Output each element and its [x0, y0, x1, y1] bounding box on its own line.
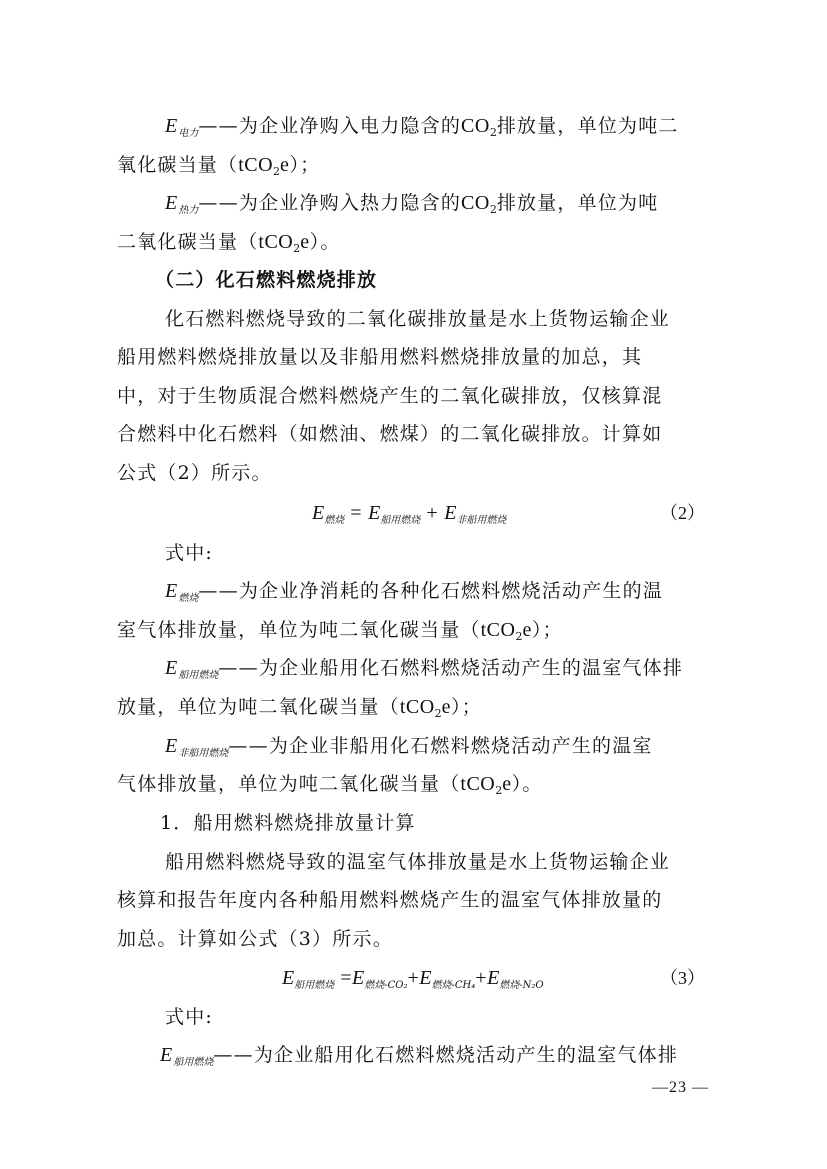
- subscript: 燃烧-N₂O: [499, 980, 544, 991]
- symbol-e: E: [165, 657, 179, 679]
- def-e-power-line2: [117, 151, 320, 186]
- unit-sub: 2: [293, 242, 301, 255]
- subscript: 船用燃烧: [294, 980, 335, 991]
- plus-sign: +: [426, 502, 439, 524]
- def-e-ship-line1: [165, 654, 683, 690]
- unit-sub: 2: [273, 165, 281, 178]
- symbol-e: E: [368, 502, 381, 524]
- em-dash: ——: [213, 1044, 254, 1066]
- def-e-combustion-line2: [117, 616, 563, 651]
- plus-sign: +: [407, 967, 420, 989]
- em-dash: ——: [218, 657, 259, 679]
- unit-e: e: [502, 773, 512, 795]
- unit-sub: 2: [515, 630, 523, 643]
- def-e-power-line1: [165, 112, 679, 148]
- def-text: 为企业船用化石燃料燃烧活动产生的温室气体排: [253, 1044, 679, 1066]
- co2: CO: [461, 115, 490, 137]
- def-text: ）；: [289, 154, 321, 176]
- para-line: 船用燃料燃烧导致的温室气体排放量是水上货物运输企业: [165, 851, 671, 873]
- subscript: 燃烧-CH₄: [431, 980, 476, 991]
- section-heading: （二）化石燃料燃烧排放: [155, 269, 378, 291]
- def-e-nonship-line2: [117, 770, 543, 805]
- em-dash: ——: [198, 580, 239, 602]
- para-line: 加总。计算如公式（3）所示。: [117, 928, 393, 950]
- formula-2: [312, 499, 506, 535]
- subscript: 船用燃烧: [173, 1057, 214, 1068]
- em-dash: ——: [228, 735, 269, 757]
- symbol-e: E: [160, 1044, 174, 1066]
- def-text: ）；: [531, 619, 563, 641]
- subscript: 燃烧: [324, 515, 345, 526]
- unit: tCO: [399, 696, 435, 718]
- symbol-e: E: [165, 192, 179, 214]
- def-text: 排放量，单位为吨: [496, 192, 659, 214]
- where-label: 式中:: [165, 542, 214, 564]
- unit-sub: 2: [495, 784, 503, 797]
- def-text: 为企业船用化石燃料燃烧活动产生的温室气体排: [258, 657, 684, 679]
- unit-e: e: [441, 696, 452, 718]
- equals-sign: =: [350, 502, 363, 524]
- def-text: 为企业净购入热力隐含的: [238, 192, 462, 214]
- symbol-e: E: [352, 967, 365, 989]
- para-line: 合燃料中化石燃料（如燃油、燃煤）的二氧化碳排放。计算如: [117, 423, 663, 445]
- unit-sub: 2: [434, 707, 442, 720]
- unit: tCO: [480, 619, 516, 641]
- subsection-heading: 1．船用燃料燃烧排放量计算: [160, 812, 416, 834]
- symbol-e: E: [165, 115, 179, 137]
- def-text: 为企业非船用化石燃料燃烧活动产生的温室: [268, 735, 653, 757]
- subscript: 电力: [178, 128, 199, 139]
- unit: tCO: [238, 154, 274, 176]
- unit-e: e: [522, 619, 532, 641]
- def-text: ）。: [309, 231, 341, 253]
- subscript: 燃烧: [178, 593, 199, 604]
- subscript: 非船用燃烧: [178, 748, 229, 759]
- def-e-ship-line2: [117, 693, 482, 728]
- unit-e: e: [280, 154, 290, 176]
- unit: tCO: [460, 773, 496, 795]
- symbol-e: E: [165, 735, 179, 757]
- subscript: 热力: [178, 205, 199, 216]
- def-text: 室气体排放量，单位为吨二氧化碳当量（: [117, 619, 481, 641]
- para-line: 公式（2）所示。: [117, 462, 272, 484]
- def-text: ）；: [451, 696, 482, 718]
- def-e-combustion-line1: [165, 577, 663, 613]
- unit: tCO: [258, 231, 294, 253]
- unit-e: e: [300, 231, 310, 253]
- formula-2-number: （2）: [660, 503, 705, 523]
- symbol-e: E: [419, 967, 432, 989]
- symbol-e: E: [487, 967, 500, 989]
- para-line: 化石燃料燃烧导致的二氧化碳排放量是水上货物运输企业: [165, 308, 671, 330]
- em-dash: ——: [198, 115, 239, 137]
- def-text: 为企业净消耗的各种化石燃料燃烧活动产生的温: [238, 580, 664, 602]
- equals-sign: =: [340, 967, 353, 989]
- def-text: 为企业净购入电力隐含的: [238, 115, 462, 137]
- def-text: 排放量，单位为吨二: [496, 115, 679, 137]
- symbol-e: E: [312, 502, 325, 524]
- where-label: 式中:: [165, 1006, 214, 1028]
- def-e-ship-last-line1: [160, 1041, 678, 1077]
- para-line: 核算和报告年度内各种船用燃料燃烧产生的温室气体排放量的: [117, 889, 663, 911]
- def-text: 放量，单位为吨二氧化碳当量（: [117, 696, 400, 718]
- def-text: ）。: [511, 773, 543, 795]
- formula-3: [282, 964, 544, 1000]
- subscript: 燃烧-CO₂: [364, 980, 408, 991]
- plus-sign: +: [475, 967, 488, 989]
- subscript: 船用燃烧: [380, 515, 421, 526]
- co2-sub: 2: [489, 203, 497, 216]
- def-text: 二氧化碳当量（: [117, 231, 259, 253]
- def-e-nonship-line1: [165, 732, 653, 768]
- para-line: 船用燃料燃烧排放量以及非船用燃料燃烧排放量的加总，其: [117, 346, 643, 368]
- symbol-e: E: [282, 967, 295, 989]
- def-e-heat-line1: [165, 189, 658, 225]
- co2: CO: [461, 192, 490, 214]
- em-dash: ——: [198, 192, 239, 214]
- page-number: —23 —: [652, 1079, 709, 1096]
- symbol-e: E: [165, 580, 179, 602]
- formula-3-number: （3）: [660, 968, 705, 988]
- subscript: 船用燃烧: [178, 670, 219, 681]
- def-e-heat-line2: [117, 228, 341, 263]
- subscript: 非船用燃烧: [456, 515, 507, 526]
- def-text: 气体排放量，单位为吨二氧化碳当量（: [117, 773, 461, 795]
- def-text: 氧化碳当量（: [117, 154, 239, 176]
- para-line: 中，对于生物质混合燃料燃烧产生的二氧化碳排放，仅核算混: [117, 385, 663, 407]
- symbol-e: E: [444, 502, 457, 524]
- co2-sub: 2: [489, 126, 497, 139]
